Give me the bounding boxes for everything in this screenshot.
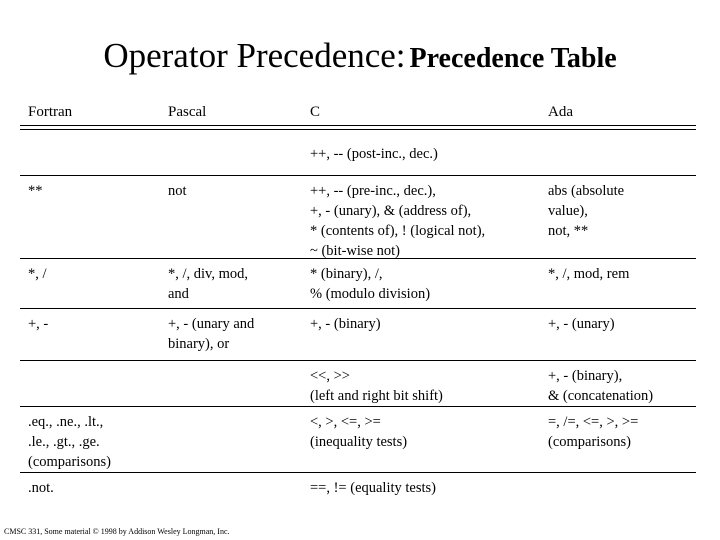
cell-line: and <box>168 286 189 302</box>
cell-line: (left and right bit shift) <box>310 388 443 404</box>
cell-c <box>310 412 407 452</box>
cell-line: +, - (unary) <box>548 316 615 332</box>
cell-fortran <box>28 314 48 334</box>
table-row <box>20 406 696 472</box>
cell-ada <box>548 314 615 334</box>
header-ada: Ada <box>548 104 573 120</box>
cell-ada <box>548 366 653 406</box>
cell-c <box>310 314 381 334</box>
cell-line: ** <box>28 183 43 199</box>
cell-fortran <box>28 264 47 284</box>
cell-line: +, - (unary), & (address of), <box>310 203 472 219</box>
header-fortran: Fortran <box>28 104 73 120</box>
cell-line: ++, -- (post-inc., dec.) <box>310 146 438 162</box>
title-sub: Precedence Table <box>409 43 617 74</box>
header-c: C <box>310 104 321 120</box>
precedence-table <box>20 100 696 510</box>
cell-line: * (binary), /, <box>310 266 383 282</box>
cell-line: binary), or <box>168 336 230 352</box>
cell-c <box>310 478 436 498</box>
cell-line: % (modulo division) <box>310 286 431 302</box>
cell-line: not, ** <box>548 223 589 239</box>
table-header <box>20 100 696 130</box>
cell-line: <, >, <=, >= <box>310 414 381 430</box>
table-row <box>20 258 696 308</box>
cell-fortran <box>28 478 54 498</box>
cell-pascal <box>168 314 254 354</box>
cell-line: (comparisons) <box>548 434 631 450</box>
cell-line: ==, != (equality tests) <box>310 480 437 496</box>
slide-title <box>0 36 720 76</box>
cell-ada <box>548 181 624 241</box>
cell-fortran <box>28 181 43 201</box>
table-row <box>20 308 696 360</box>
title-main: Operator Precedence: <box>103 36 406 75</box>
footer-copyright: CMSC 331, Some material © 1998 by Addison Wesley Longman, Inc. <box>4 527 230 536</box>
cell-pascal <box>168 181 187 201</box>
cell-c <box>310 144 438 164</box>
cell-line: +, - (unary and <box>168 316 255 332</box>
cell-line: <<, >> <box>310 368 350 384</box>
cell-pascal <box>168 264 248 304</box>
cell-line: +, - (binary) <box>310 316 381 332</box>
cell-line: (inequality tests) <box>310 434 408 450</box>
header-rule <box>20 125 696 126</box>
cell-line: +, - <box>28 316 49 332</box>
cell-line: value), <box>548 203 588 219</box>
cell-line: (comparisons) <box>28 454 111 470</box>
table-row <box>20 472 696 510</box>
table-row <box>20 360 696 406</box>
cell-ada <box>548 412 638 452</box>
cell-line: ~ (bit-wise not) <box>310 243 400 259</box>
cell-line: .eq., .ne., .lt., <box>28 414 104 430</box>
cell-line: .le., .gt., .ge. <box>28 434 100 450</box>
cell-line: abs (absolute <box>548 183 625 199</box>
header-pascal: Pascal <box>168 104 207 120</box>
table-row <box>20 175 696 258</box>
cell-line: & (concatenation) <box>548 388 654 404</box>
header-rule <box>20 129 696 130</box>
cell-line: *, /, div, mod, <box>168 266 249 282</box>
cell-line: +, - (binary), <box>548 368 623 384</box>
cell-line: not <box>168 183 187 199</box>
cell-line: =, /=, <=, >, >= <box>548 414 639 430</box>
cell-c <box>310 366 443 406</box>
cell-ada <box>548 264 629 284</box>
cell-c <box>310 264 430 304</box>
cell-line: *, /, mod, rem <box>548 266 630 282</box>
cell-fortran <box>28 412 111 472</box>
cell-line: *, / <box>28 266 47 282</box>
cell-line: ++, -- (pre-inc., dec.), <box>310 183 436 199</box>
cell-line: * (contents of), ! (logical not), <box>310 223 486 239</box>
table-row <box>20 138 696 175</box>
cell-line: .not. <box>28 480 54 496</box>
cell-c <box>310 181 485 261</box>
